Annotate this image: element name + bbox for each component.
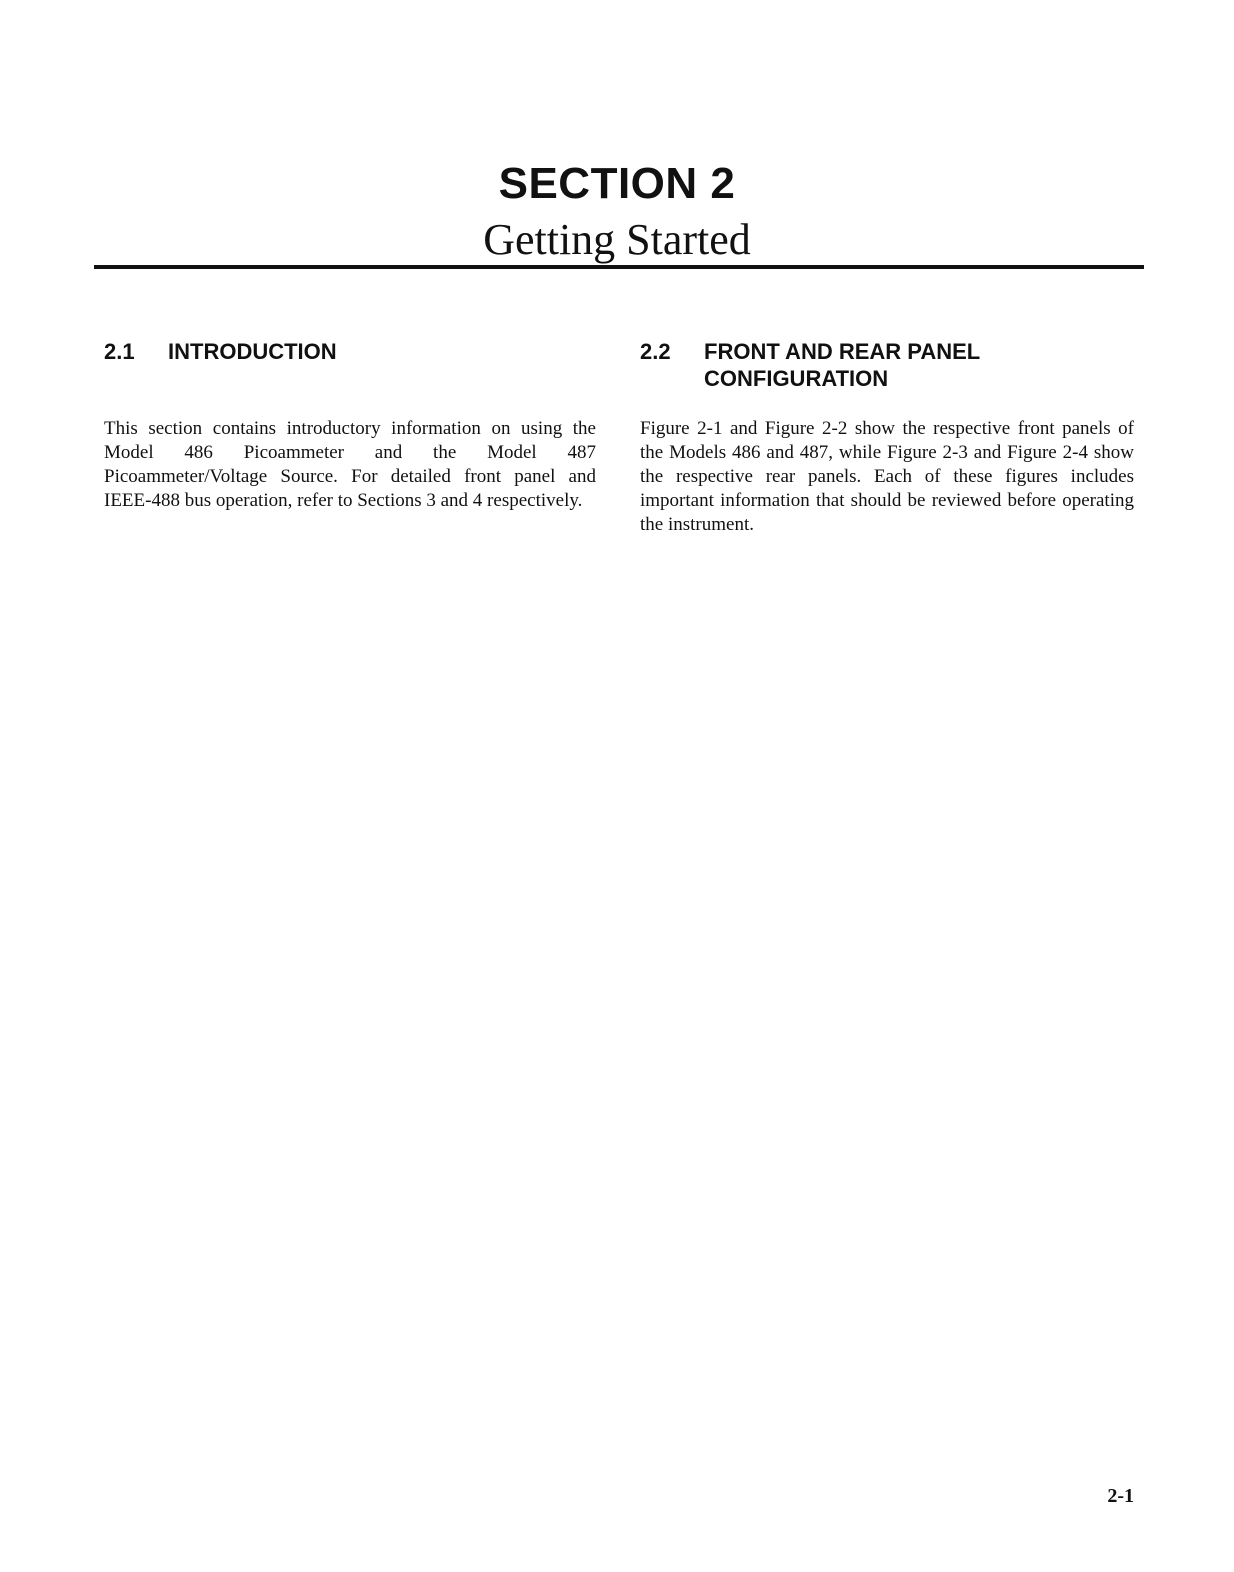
section-heading — [104, 338, 596, 365]
page-header — [0, 158, 1234, 266]
page-number: 2-1 — [1107, 1485, 1134, 1507]
section-heading-title: FRONT AND REAR PANEL CONFIGURATION — [704, 339, 980, 391]
section-heading-number: 2.1 — [104, 339, 135, 364]
section-heading-title: INTRODUCTION — [168, 339, 337, 364]
section-body: This section contains introductory information on using the Model 486 Picoammeter and the Model 487 Picoammeter/Voltage Source. For detailed front panel and IEEE-488 bus operation, refer to Sections 3 and 4 respectively. — [104, 418, 596, 511]
section-number: SECTION 2 — [498, 159, 736, 208]
section-heading-number: 2.2 — [640, 339, 671, 364]
section-body: Figure 2-1 and Figure 2-2 show the respective front panels of the Models 486 and 487, while Figure 2-3 and Figure 2-4 show the respective rear panels. Each of these figures includes important information that should be reviewed before operating the instrument. — [640, 418, 1134, 535]
header-divider — [94, 265, 1144, 269]
section-heading — [640, 338, 1134, 392]
panel-configuration-section — [640, 338, 1134, 535]
section-title: Getting Started — [483, 215, 751, 264]
introduction-section — [104, 338, 596, 511]
